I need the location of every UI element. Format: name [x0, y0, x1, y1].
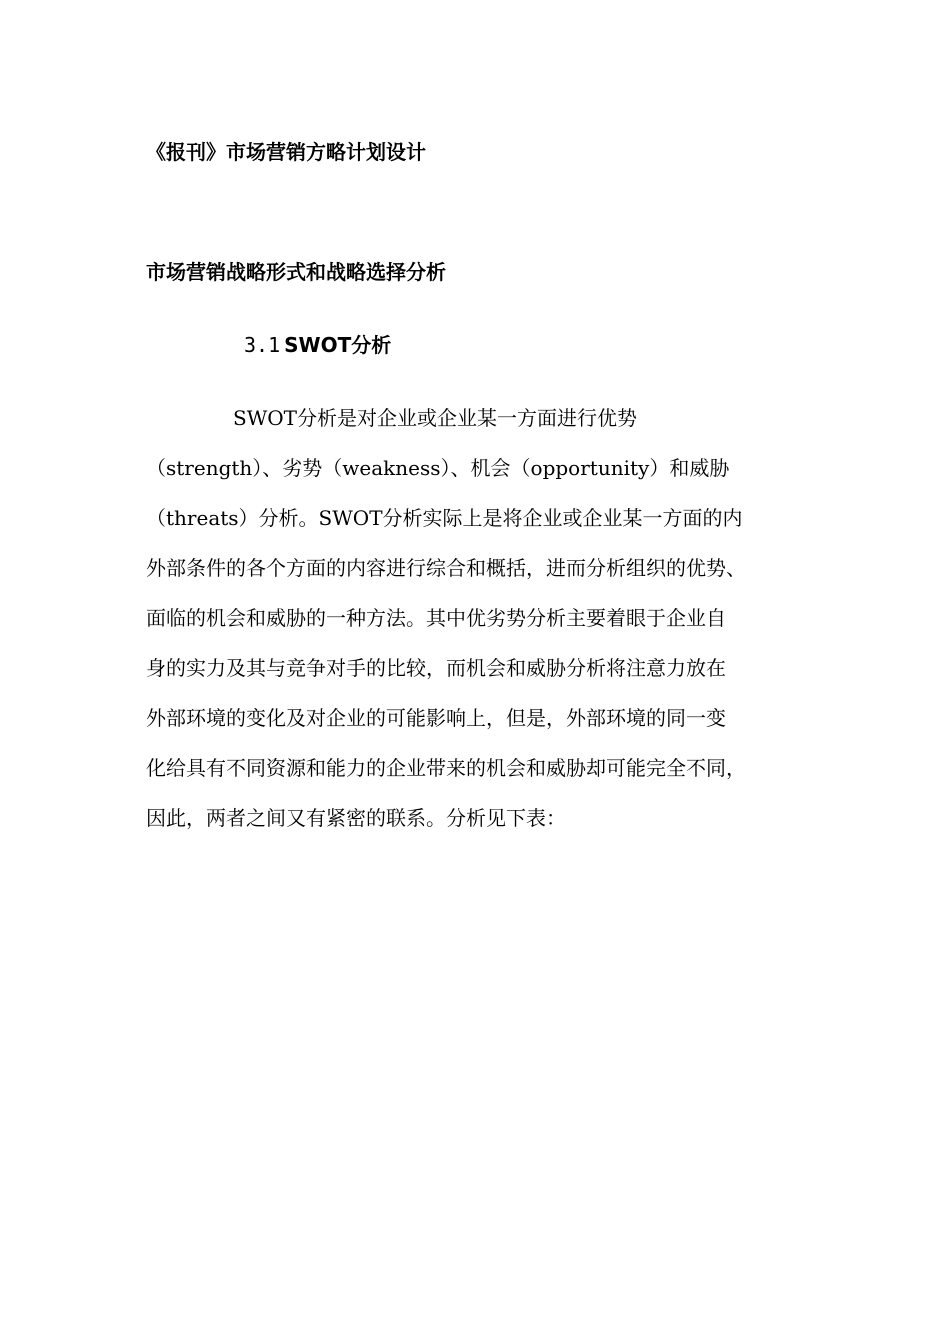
- paragraph-line: 化给具有不同资源和能力的企业带来的机会和威胁却可能完全不同，: [146, 756, 746, 780]
- section-heading: 市场营销战略形式和战略选择分析: [146, 260, 446, 284]
- paragraph-line: （threats）分析。SWOT分析实际上是将企业或企业某一方面的内: [146, 506, 743, 530]
- paragraph-line: 外部环境的变化及对企业的可能影响上，但是，外部环境的同一变: [146, 706, 726, 730]
- subsection-heading: [244, 331, 391, 359]
- paragraph-line: （strength）、劣势（weakness）、机会（opportunity）和威胁: [146, 456, 730, 480]
- paragraph-line: 外部条件的各个方面的内容进行综合和概括，进而分析组织的优势、: [146, 556, 746, 580]
- swot-paragraph: [146, 396, 826, 846]
- paragraph-line: 身的实力及其与竞争对手的比较，而机会和威胁分析将注意力放在: [146, 656, 726, 680]
- document-title: 《报刊》市场营销方略计划设计: [146, 140, 426, 164]
- subsection-number: 3.1: [244, 333, 281, 357]
- paragraph-line: SWOT分析是对企业或企业某一方面进行优势: [233, 406, 637, 430]
- paragraph-line: 面临的机会和威胁的一种方法。其中优劣势分析主要着眼于企业自: [146, 606, 726, 630]
- subsection-title: SWOT分析: [284, 333, 392, 357]
- paragraph-line: 因此，两者之间又有紧密的联系。分析见下表：: [146, 806, 566, 830]
